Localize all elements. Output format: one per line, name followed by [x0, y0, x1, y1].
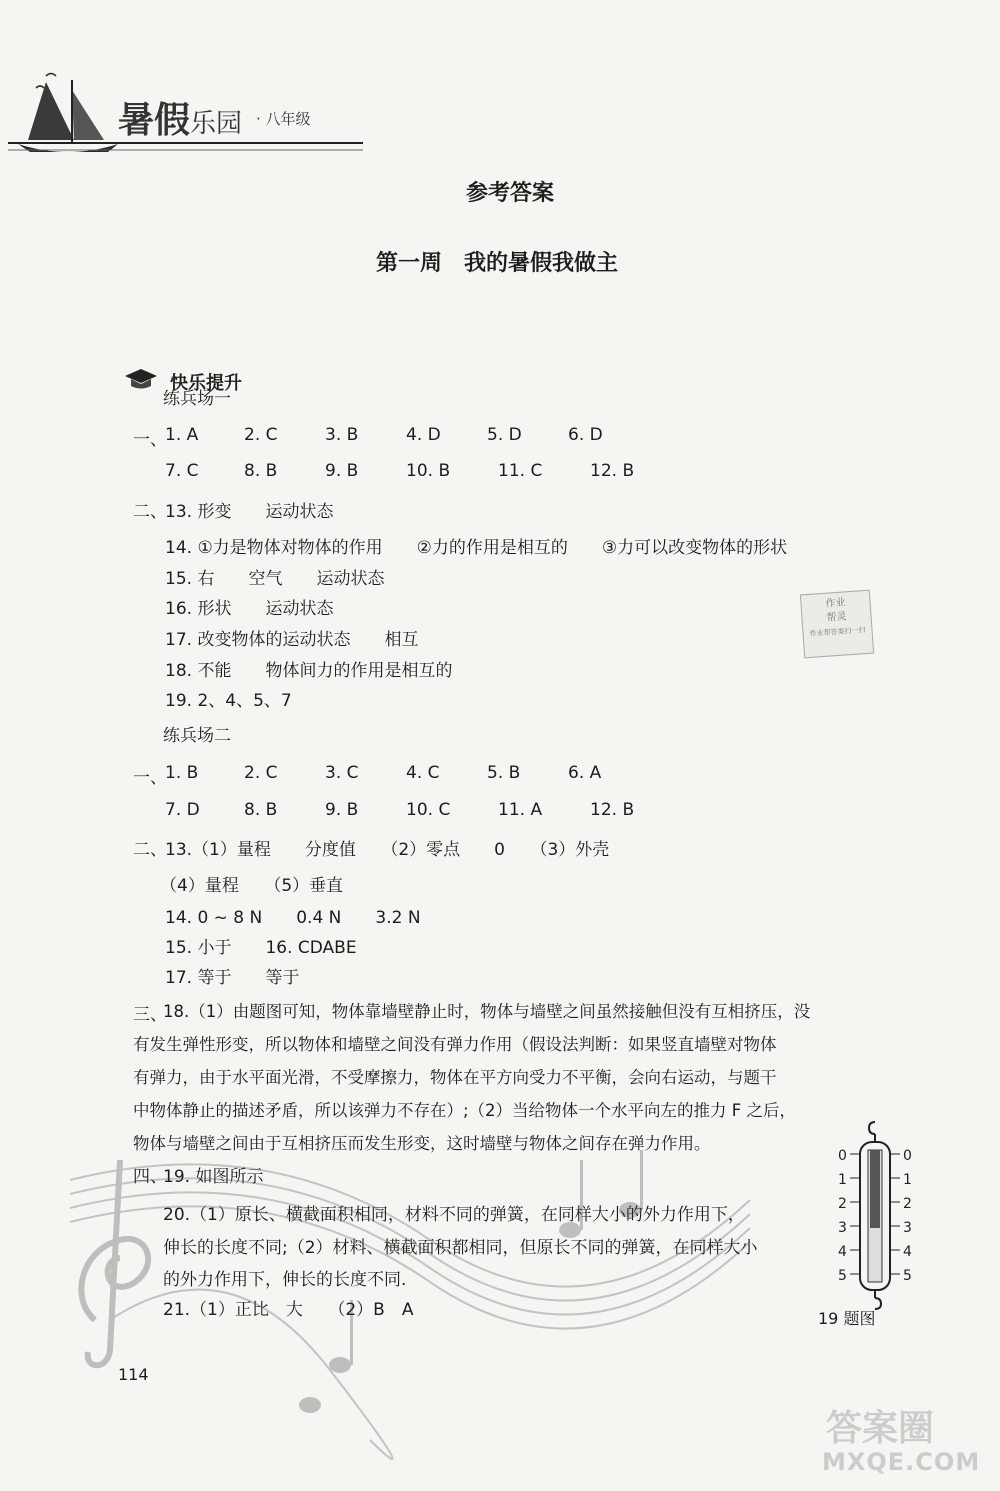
answer-item: 5. B: [487, 763, 521, 783]
answer-item: 9. B: [325, 461, 359, 481]
paragraph-line: 有发生弹性形变，所以物体和墙壁之间没有弹力作用（假设法判断：如果竖直墙壁对物体: [133, 1035, 777, 1054]
answer-item: 11. C: [498, 461, 543, 481]
scale-tick-label: 4: [903, 1244, 912, 1260]
scale-tick-label: 0: [838, 1148, 847, 1164]
answer-line: 15. 小于 16. CDABE: [165, 938, 357, 958]
answer-line: 伸长的长度不同;（2）材料、横截面积都相同，但原长不同的弹簧，在同样大小: [163, 1238, 758, 1258]
answer-item: 12. B: [590, 800, 635, 820]
watermark-url: MXQE.COM: [822, 1448, 981, 1476]
answer-item: 1. A: [165, 425, 199, 445]
answer-line: 13.（1）量程 分度值 （2）零点 0 （3）外壳: [165, 840, 610, 860]
answer-line: 18. 不能 物体间力的作用是相互的: [165, 661, 453, 681]
spring-scale-figure: [830, 1120, 920, 1310]
figure-caption: 19 题图: [818, 1309, 876, 1328]
answer-line: 21.（1）正比 大 （2）B A: [163, 1300, 414, 1320]
scale-tick-label: 3: [903, 1220, 912, 1236]
answer-line: 17. 改变物体的运动状态 相互: [165, 630, 419, 650]
answer-line: 16. 形状 运动状态: [165, 599, 334, 619]
scale-tick-label: 5: [903, 1268, 912, 1284]
answer-item: 7. C: [165, 461, 199, 481]
answer-item: 5. D: [487, 425, 522, 445]
answer-item: 10. B: [406, 461, 451, 481]
answer-line: 19. 如图所示: [163, 1167, 264, 1187]
header-title-main: 暑假: [118, 99, 191, 141]
scale-tick-label: 1: [903, 1172, 912, 1188]
answer-item: 4. C: [406, 763, 440, 783]
section-label: 快乐提升: [170, 373, 242, 394]
answer-item: 2. C: [244, 425, 278, 445]
answer-item: 10. C: [406, 800, 451, 820]
scale-tick-label: 2: [838, 1196, 847, 1212]
answer-line: （4）量程 （5）垂直: [160, 876, 344, 896]
scale-tick-label: 1: [838, 1172, 847, 1188]
stamp-line: 帮灵: [826, 611, 847, 624]
answer-item: 6. D: [568, 425, 603, 445]
answer-line: 14. 0 ~ 8 N 0.4 N 3.2 N: [165, 908, 421, 928]
page-number: 114: [118, 1365, 149, 1384]
scale-tick-label: 0: [903, 1148, 912, 1164]
header-grade: · 八年级: [256, 110, 311, 128]
answer-line: 17. 等于 等于: [165, 968, 300, 988]
scale-tick-label: 3: [838, 1220, 847, 1236]
answer-item: 6. A: [568, 763, 602, 783]
answer-line: 15. 右 空气 运动状态: [165, 569, 385, 589]
answer-item: 8. B: [244, 800, 278, 820]
watermark-logo: 答案圈: [826, 1408, 935, 1449]
answer-item: 7. D: [165, 800, 200, 820]
answer-line: 13. 形变 运动状态: [165, 502, 334, 522]
part-label: 二、: [133, 840, 167, 860]
answer-item: 3. B: [325, 425, 359, 445]
header-title-sub: 乐园: [190, 109, 243, 139]
answer-item: 1. B: [165, 763, 199, 783]
graduation-cap-icon: [124, 368, 158, 390]
answer-item: 12. B: [590, 461, 635, 481]
part-label: 三、: [133, 1005, 167, 1025]
paragraph-line: 有弹力，由于水平面光滑，不受摩擦力，物体在平方向受力不平衡，会向右运动，与题干: [133, 1068, 777, 1087]
stamp-line: 作业帮答案扫一扫: [809, 626, 866, 638]
header-title: [118, 92, 242, 143]
week-title: 第一周 我的暑假我做主: [376, 250, 619, 276]
paragraph-line: 物体与墙壁之间由于互相挤压而发生形变，这时墙壁与物体之间存在弹力作用。: [133, 1134, 711, 1153]
part-label: 二、: [133, 502, 167, 522]
scale-tick-label: 5: [838, 1268, 847, 1284]
scale-tick-label: 4: [838, 1244, 847, 1260]
paragraph-line: 中物体静止的描述矛盾，所以该弹力不存在）;（2）当给物体一个水平向左的推力 F 之后，: [133, 1101, 797, 1120]
practice-title-1: 练兵场一: [163, 389, 231, 409]
part-label: 一、: [133, 430, 167, 450]
answer-item: 8. B: [244, 461, 278, 481]
stamp-line: 作业: [825, 597, 846, 610]
homework-stamp: [800, 590, 874, 659]
answer-line: 19. 2、4、5、7: [165, 691, 292, 711]
answer-line: 的外力作用下，伸长的长度不同.: [163, 1270, 407, 1290]
page-title: 参考答案: [466, 180, 555, 206]
answer-item: 2. C: [244, 763, 278, 783]
paragraph-line: 18.（1）由题图可知，物体靠墙壁静止时，物体与墙壁之间虽然接触但没有互相挤压，没: [163, 1002, 811, 1021]
answer-line: 20.（1）原长、横截面积相同，材料不同的弹簧，在同样大小的外力作用下，: [163, 1205, 745, 1225]
part-label: 四、: [133, 1167, 167, 1187]
answer-item: 9. B: [325, 800, 359, 820]
answer-item: 4. D: [406, 425, 441, 445]
scale-tick-label: 2: [903, 1196, 912, 1212]
answer-item: 3. C: [325, 763, 359, 783]
answer-line: 14. ①力是物体对物体的作用 ②力的作用是相互的 ③力可以改变物体的形状: [165, 538, 788, 558]
music-decoration: [10, 1120, 770, 1450]
part-label: 一、: [133, 768, 167, 788]
answer-item: 11. A: [498, 800, 543, 820]
practice-title-2: 练兵场二: [163, 726, 231, 746]
